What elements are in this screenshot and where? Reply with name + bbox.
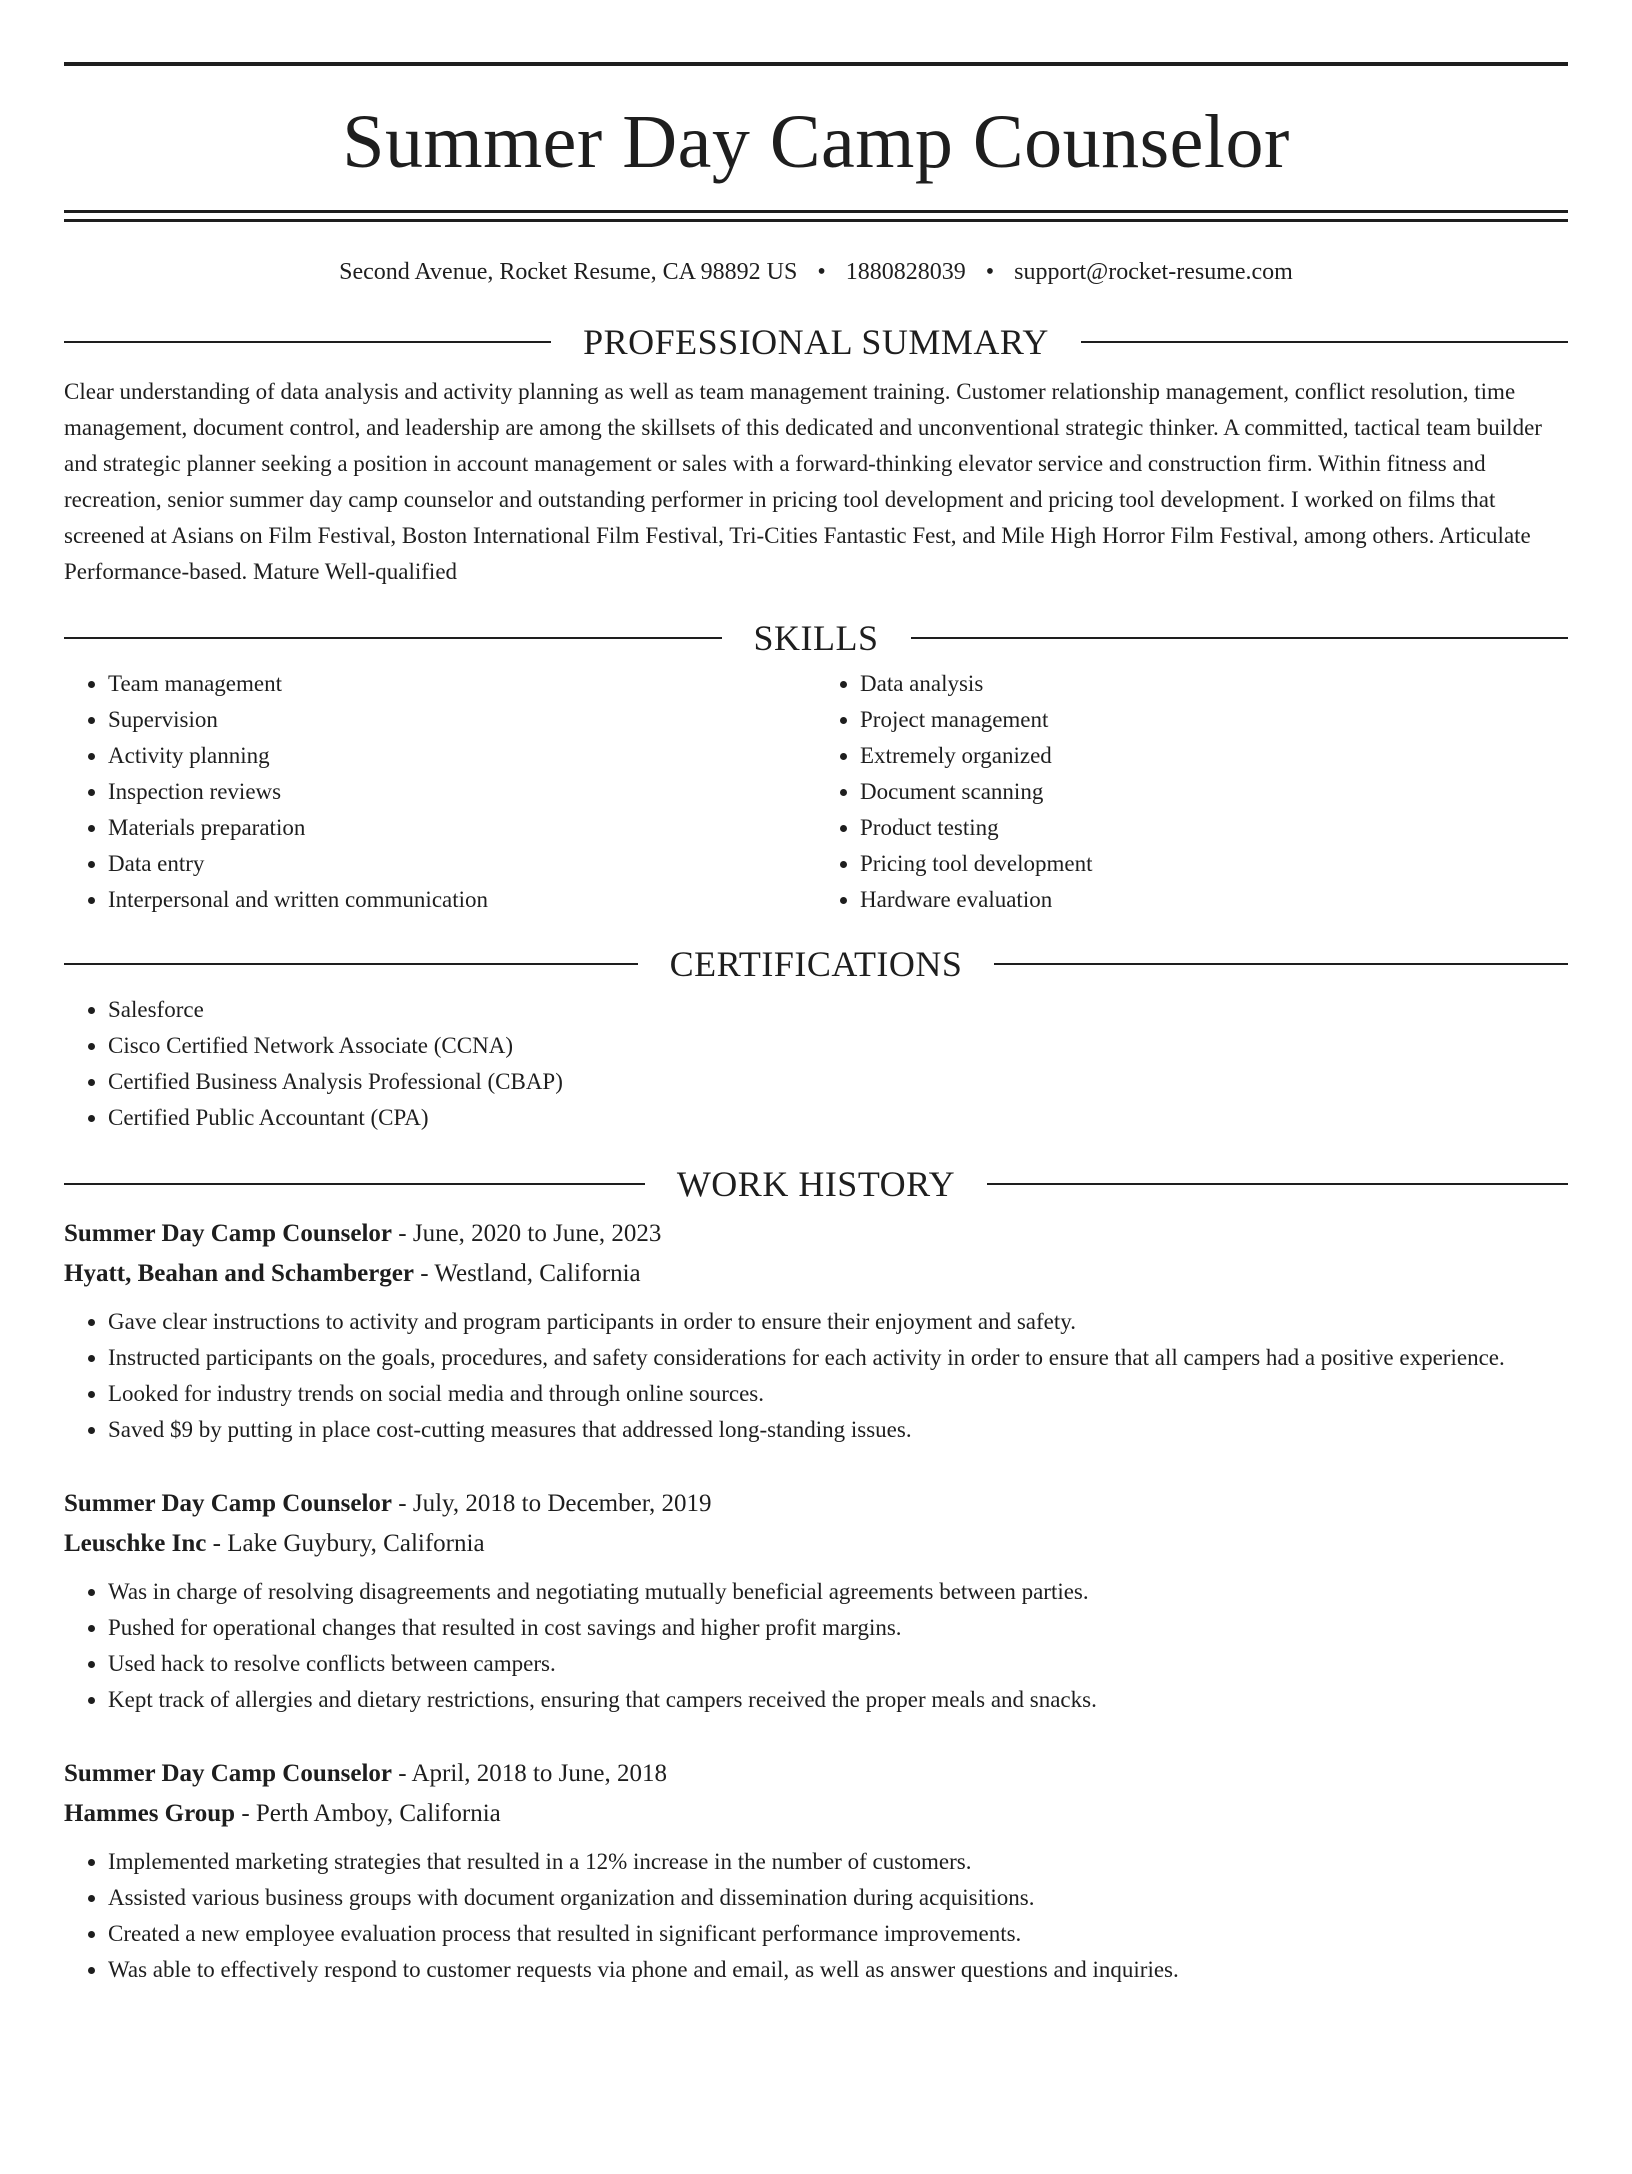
contact-phone: 1880828039 (845, 259, 966, 285)
job-bullet: • Created a new employee evaluation process that resulted in significant performance improvements. (108, 1916, 1568, 1952)
skill-item: • Team management (108, 666, 816, 702)
skill-item: • Data analysis (860, 666, 1568, 702)
section-rule (64, 341, 551, 343)
section-rule (911, 637, 1569, 639)
section-title: WORK HISTORY (676, 1164, 956, 1204)
section-rule (994, 963, 1568, 965)
resume-page (0, 62, 1632, 2174)
skill-item: • Document scanning (860, 774, 1568, 810)
skill-item: • Supervision (108, 702, 816, 738)
job-bullets (64, 1844, 1568, 1988)
job-bullet: • Was in charge of resolving disagreements and negotiating mutually beneficial agreements between parties. (108, 1574, 1568, 1610)
certification-item: • Cisco Certified Network Associate (CCNA) (108, 1028, 1568, 1064)
job-bullet: • Was able to effectively respond to customer requests via phone and email, as well as answer questions and inquiries. (108, 1952, 1568, 1988)
certification-item: • Certified Public Accountant (CPA) (108, 1100, 1568, 1136)
job-role-line (64, 1754, 1568, 1794)
job-company: Hammes Group (64, 1800, 236, 1827)
skill-item: • Interpersonal and written communication (108, 882, 816, 918)
job-bullet: • Instructed participants on the goals, procedures, and safety considerations for each activity in order to ensure that all campers had a positive experience. (108, 1340, 1568, 1376)
section-rule (1081, 341, 1568, 343)
skill-item: • Inspection reviews (108, 774, 816, 810)
job-location: - Westland, California (414, 1260, 641, 1287)
job-location: - Perth Amboy, California (235, 1800, 501, 1827)
section-title: CERTIFICATIONS (669, 944, 963, 984)
job-role: Summer Day Camp Counselor (64, 1760, 393, 1787)
contact-email: support@rocket-resume.com (1014, 259, 1293, 285)
job-dates: - April, 2018 to June, 2018 (392, 1760, 668, 1787)
job-bullets (64, 1574, 1568, 1718)
job-role-line (64, 1214, 1568, 1254)
section-header-summary (64, 324, 1568, 360)
skill-item: • Data entry (108, 846, 816, 882)
job-company-line (64, 1794, 1568, 1834)
double-rule (64, 210, 1568, 222)
skill-item: • Extremely organized (860, 738, 1568, 774)
job-company: Hyatt, Beahan and Schamberger (64, 1260, 414, 1287)
section-header-skills (64, 620, 1568, 656)
section-rule (64, 1183, 645, 1185)
certification-item: • Salesforce (108, 992, 1568, 1028)
job-dates: - July, 2018 to December, 2019 (392, 1490, 712, 1517)
job-bullet: • Kept track of allergies and dietary restrictions, ensuring that campers received the proper meals and snacks. (108, 1682, 1568, 1718)
section-rule (64, 637, 722, 639)
top-rule (64, 62, 1568, 66)
job-bullet: • Pushed for operational changes that resulted in cost savings and higher profit margins. (108, 1610, 1568, 1646)
skill-item: • Materials preparation (108, 810, 816, 846)
contact-address: Second Avenue, Rocket Resume, CA 98892 US (339, 259, 798, 285)
skills-list-left (64, 666, 816, 918)
job-entry (64, 1484, 1568, 1718)
skills-columns (64, 666, 1568, 918)
job-bullet: • Looked for industry trends on social media and through online sources. (108, 1376, 1568, 1412)
summary-text: Clear understanding of data analysis and activity planning as well as team management training. Customer relationship management, conflict resolution, time management, document control, and leadership are among the skillsets of this dedicated and unconventional strategic thinker. A committed, tactical team builder and strategic planner seeking a position in account management or sales with a forward-thinking elevator service and construction firm. Within fitness and recreation, senior summer day camp counselor and outstanding performer in pricing tool development and pricing tool development. I worked on films that screened at Asians on Film Festival, Boston International Film Festival, Tri-Cities Fantastic Fest, and Mile High Horror Film Festival, among others. Articulate Performance-based. Mature Well-qualified (64, 379, 1542, 584)
job-bullet: • Implemented marketing strategies that resulted in a 12% increase in the number of customers. (108, 1844, 1568, 1880)
job-bullet: • Gave clear instructions to activity and program participants in order to ensure their enjoyment and safety. (108, 1304, 1568, 1340)
skill-item: • Hardware evaluation (860, 882, 1568, 918)
skill-item: • Pricing tool development (860, 846, 1568, 882)
job-location: - Lake Guybury, California (206, 1530, 485, 1557)
job-entry (64, 1214, 1568, 1448)
certification-item: • Certified Business Analysis Professional (CBAP) (108, 1064, 1568, 1100)
section-header-certifications (64, 946, 1568, 982)
job-entry (64, 1754, 1568, 1988)
contact-separator: • (817, 259, 826, 285)
job-bullet: • Assisted various business groups with document organization and dissemination during acquisitions. (108, 1880, 1568, 1916)
job-role-line (64, 1484, 1568, 1524)
skills-list-right (816, 666, 1568, 918)
section-rule (987, 1183, 1568, 1185)
job-bullet: • Saved $9 by putting in place cost-cutting measures that addressed long-standing issues. (108, 1412, 1568, 1448)
job-role: Summer Day Camp Counselor (64, 1220, 393, 1247)
contact-line (64, 260, 1568, 284)
job-company: Leuschke Inc (64, 1530, 207, 1557)
job-bullet: • Used hack to resolve conflicts between campers. (108, 1646, 1568, 1682)
skill-item: • Activity planning (108, 738, 816, 774)
certifications-list (64, 992, 1568, 1136)
skill-item: • Project management (860, 702, 1568, 738)
candidate-name: Summer Day Camp Counselor (342, 100, 1290, 184)
job-bullets (64, 1304, 1568, 1448)
section-rule (64, 963, 638, 965)
section-header-work (64, 1166, 1568, 1202)
job-role: Summer Day Camp Counselor (64, 1490, 393, 1517)
job-dates: - June, 2020 to June, 2023 (392, 1220, 662, 1247)
job-company-line (64, 1524, 1568, 1564)
contact-separator: • (985, 259, 995, 285)
section-title: SKILLS (753, 618, 879, 658)
section-title: PROFESSIONAL SUMMARY (583, 322, 1049, 362)
skill-item: • Product testing (860, 810, 1568, 846)
job-company-line (64, 1254, 1568, 1294)
